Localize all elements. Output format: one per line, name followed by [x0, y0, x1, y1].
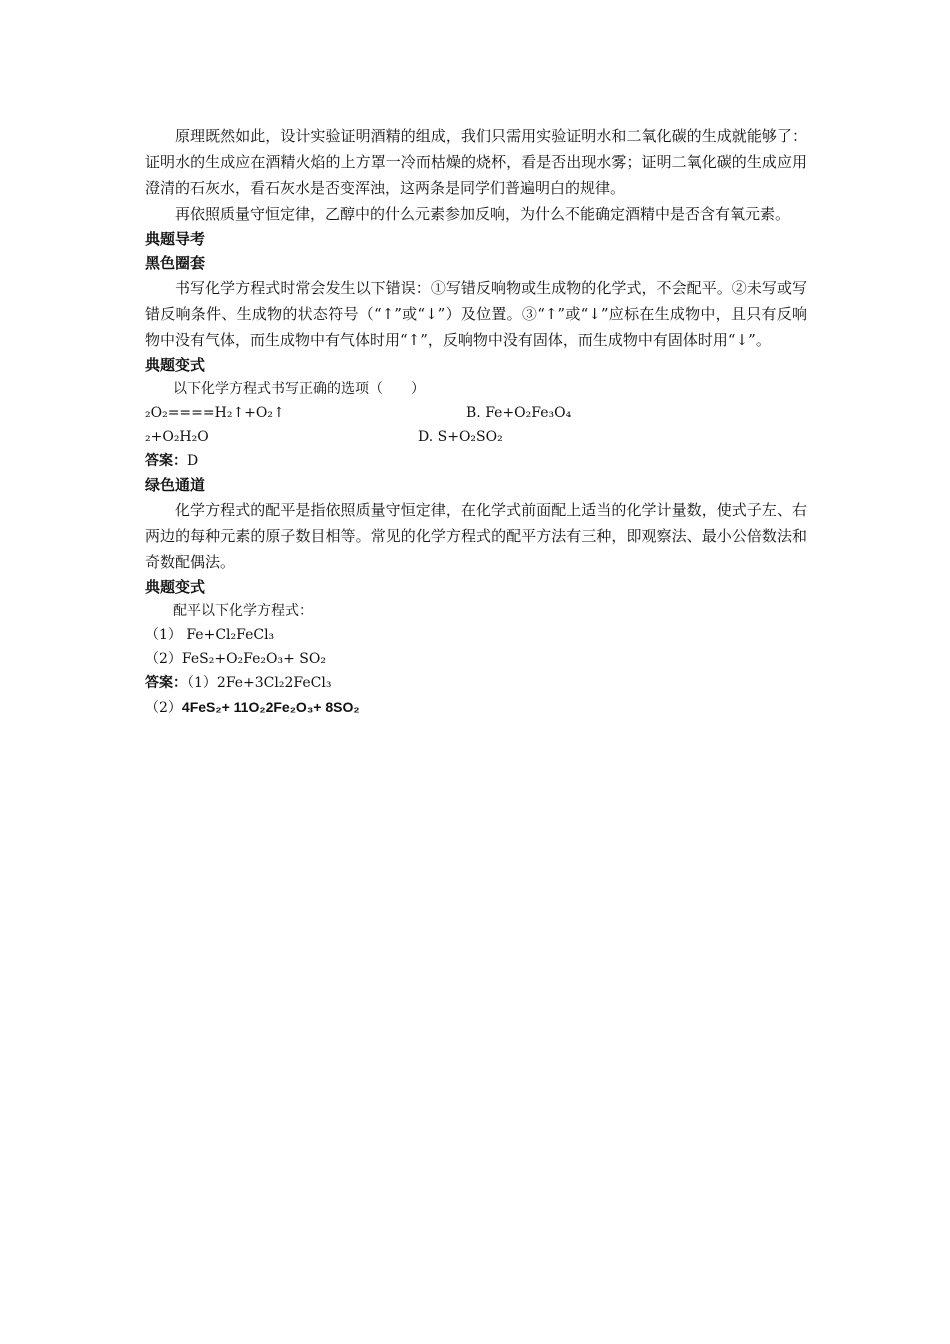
- option-b: B. Fe+O₂Fe₃O₄: [466, 405, 572, 421]
- option-a: ₂O₂====H₂↑+O₂↑: [145, 405, 285, 421]
- answer-1-value: D: [187, 453, 199, 469]
- answer-2-part-1: （1）2Fe+3Cl₂2FeCl₃: [187, 675, 332, 691]
- options-row-ab: [145, 401, 807, 425]
- equation-1: （1） Fe+Cl₂FeCl₃: [145, 627, 275, 643]
- subsection-title-heise-quantao: 黑色圈套: [145, 254, 206, 272]
- answer-2-label: 答案：: [145, 675, 187, 691]
- options-row-cd: [145, 425, 807, 449]
- section-title-lvse-tongdao: 绿色通道: [145, 476, 206, 494]
- variant-title-1: 典题变式: [145, 356, 206, 374]
- section-title-dianti-daokao: 典题导考: [145, 230, 206, 248]
- question-2: 配平以下化学方程式：: [173, 603, 313, 619]
- document-content: [145, 123, 807, 720]
- answer-1: [145, 449, 807, 473]
- answer-2: [145, 671, 807, 695]
- answer-2-part-2-prefix: （2）: [145, 700, 182, 716]
- option-d: D. S+O₂SO₂: [418, 429, 503, 445]
- question-1: 以下化学方程式书写正确的选项（ ）: [173, 381, 425, 397]
- answer-2-part-2: 4FeS₂+ 11O₂2Fe₂O₃+ 8SO₂: [181, 699, 360, 715]
- answer-1-label: 答案：: [145, 453, 187, 469]
- answer-2-part-2-line: [145, 695, 807, 720]
- common-errors-paragraph: 书写化学方程式时常会发生以下错误：①写错反响物或生成物的化学式，不会配平。②未写或写错反响条件、生成物的状态符号（“↑”或“↓”）及位置。③“↑”或“↓”应标在生成物中，且只有反响物中没有气体，而生成物中有气体时用“↑”，反响物中没有固体，而生成物中有固体时用“↓”。: [145, 279, 807, 349]
- intro-paragraph-2: 再依照质量守恒定律，乙醇中的什么元素参加反响，为什么不能确定酒精中是否含有氧元素。: [175, 205, 791, 223]
- intro-paragraph-1: 原理既然如此，设计实验证明酒精的组成，我们只需用实验证明水和二氧化碳的生成就能够了：证明水的生成应在酒精火焰的上方罩一冷而枯燥的烧杯，看是否出现水雾；证明二氧化碳的生成应用澄清的石灰水，看石灰水是否变浑浊，这两条是同学们普遍明白的规律。: [145, 127, 807, 197]
- balancing-paragraph: 化学方程式的配平是指依照质量守恒定律，在化学式前面配上适当的化学计量数，使式子左、右两边的每种元素的原子数目相等。常见的化学方程式的配平方法有三种，即观察法、最小公倍数法和奇数配偶法。: [145, 501, 807, 571]
- equation-2: （2）FeS₂+O₂Fe₂O₃+ SO₂: [145, 651, 326, 667]
- option-c: ₂+O₂H₂O: [145, 429, 209, 445]
- variant-title-2: 典题变式: [145, 578, 206, 596]
